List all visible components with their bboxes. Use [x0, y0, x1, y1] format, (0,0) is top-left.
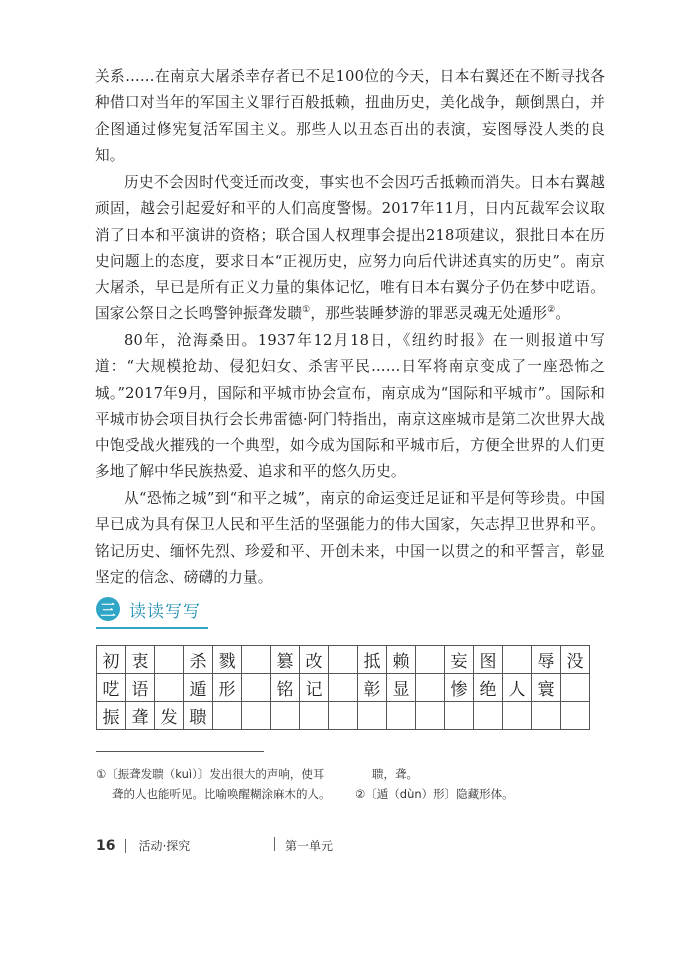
grid-cell[interactable]	[416, 646, 445, 674]
grid-row	[97, 674, 590, 702]
grid-cell[interactable]: 聩	[184, 702, 213, 730]
grid-cell[interactable]	[445, 702, 474, 730]
paragraph-2-text: 历史不会因时代变迁而改变，事实也不会因巧舌抵赖而消失。日本右翼越顽固，越会引起爱好和平的人们高度警惕。2017年11月，日内瓦裁军会议取消了日本和平演讲的资格；联合国人权理事会提出218项建议，狠批日本在历史问题上的态度，要求日本“正视历史，应努力向后代讲述真实的历史”。南京大屠杀，早已是所有正义力量的集体记忆，唯有日本右翼分子仍在梦中呓语。国家公祭日之长鸣警钟振聋发聩	[95, 174, 605, 323]
footer-separator	[125, 839, 126, 853]
grid-cell[interactable]	[503, 646, 532, 674]
grid-cell[interactable]: 显	[387, 674, 416, 702]
grid-cell[interactable]: 遁	[184, 674, 213, 702]
grid-cell[interactable]: 杀	[184, 646, 213, 674]
grid-cell[interactable]: 语	[126, 674, 155, 702]
grid-cell[interactable]: 铭	[271, 674, 300, 702]
grid-cell[interactable]: 赖	[387, 646, 416, 674]
practice-grid	[96, 645, 590, 730]
grid-cell[interactable]: 聋	[126, 702, 155, 730]
section-underline	[96, 627, 208, 629]
grid-cell[interactable]: 抵	[358, 646, 387, 674]
grid-cell[interactable]	[242, 702, 271, 730]
grid-cell[interactable]	[387, 702, 416, 730]
paragraph-2-text-cont: ，那些装睡梦游的罪恶灵魂无处遁形	[310, 305, 548, 323]
grid-cell[interactable]: 绝	[474, 674, 503, 702]
footer-section-label: 活动·探究	[138, 839, 191, 853]
grid-cell[interactable]	[242, 674, 271, 702]
grid-cell[interactable]	[474, 702, 503, 730]
grid-cell[interactable]	[213, 702, 242, 730]
grid-cell[interactable]	[329, 702, 358, 730]
grid-cell[interactable]: 记	[300, 674, 329, 702]
footnote-1: ①〔振聋发聩（kuì）〕发出很大的声响，使耳	[96, 767, 325, 781]
grid-cell[interactable]	[561, 674, 590, 702]
footnote-marker-2[interactable]: ②	[547, 305, 556, 316]
grid-cell[interactable]	[358, 702, 387, 730]
grid-cell[interactable]	[329, 646, 358, 674]
grid-row	[97, 702, 590, 730]
grid-cell[interactable]	[561, 702, 590, 730]
grid-cell[interactable]: 惨	[445, 674, 474, 702]
grid-cell[interactable]: 发	[155, 702, 184, 730]
grid-cell[interactable]: 图	[474, 646, 503, 674]
paragraph-1: 关系……在南京大屠杀幸存者已不足100位的今天，日本右翼还在不断寻找各种借口对当年的军国主义罪行百般抵赖，扭曲历史，美化战争，颠倒黑白，并企图通过修宪复活军国主义。那些人以丑态百出的表演，妄图辱没人类的良知。	[95, 68, 605, 164]
paragraph-2	[95, 170, 605, 328]
footer-unit-label: 第一单元	[285, 839, 334, 853]
footnote-2: ②〔遁（dùn）形〕隐藏形体。	[355, 787, 514, 801]
grid-cell[interactable]: 辱	[532, 646, 561, 674]
grid-cell[interactable]: 彰	[358, 674, 387, 702]
grid-cell[interactable]	[416, 674, 445, 702]
section-number-badge: 三	[96, 597, 120, 621]
grid-cell[interactable]: 戮	[213, 646, 242, 674]
grid-cell[interactable]	[503, 702, 532, 730]
grid-row	[97, 646, 590, 674]
footnote-divider	[96, 751, 264, 752]
grid-cell[interactable]: 呓	[97, 674, 126, 702]
grid-cell[interactable]: 形	[213, 674, 242, 702]
grid-cell[interactable]: 没	[561, 646, 590, 674]
grid-cell[interactable]: 人	[503, 674, 532, 702]
grid-cell[interactable]	[155, 646, 184, 674]
footnote-marker-1[interactable]: ①	[302, 305, 311, 316]
footnote-1-continued: 聋的人也能听见。比喻唤醒糊涂麻木的人。	[112, 787, 331, 801]
grid-cell[interactable]	[242, 646, 271, 674]
grid-cell[interactable]	[416, 702, 445, 730]
grid-cell[interactable]	[532, 702, 561, 730]
grid-cell[interactable]: 寰	[532, 674, 561, 702]
page-footer	[96, 837, 190, 854]
grid-cell[interactable]: 妄	[445, 646, 474, 674]
section-title: 读读写写	[129, 601, 201, 622]
grid-cell[interactable]: 初	[97, 646, 126, 674]
paragraph-2-end: 。	[555, 305, 571, 323]
grid-cell[interactable]	[300, 702, 329, 730]
grid-cell[interactable]	[271, 702, 300, 730]
grid-cell[interactable]	[329, 674, 358, 702]
footer-separator-2	[274, 837, 275, 851]
grid-cell[interactable]: 改	[300, 646, 329, 674]
grid-cell[interactable]: 衷	[126, 646, 155, 674]
paragraph-4: 从“恐怖之城”到“和平之城”，南京的命运变迁足证和平是何等珍贵。中国早已成为具有保卫人民和平生活的坚强能力的伟大国家，矢志捍卫世界和平。铭记历史、缅怀先烈、珍爱和平、开创未来，中国一以贯之的和平誓言，彰显坚定的信念、磅礴的力量。	[95, 490, 605, 586]
section-header	[96, 596, 201, 622]
grid-cell[interactable]: 篡	[271, 646, 300, 674]
grid-cell[interactable]: 振	[97, 702, 126, 730]
grid-cell[interactable]	[155, 674, 184, 702]
page-number: 16	[96, 837, 116, 854]
footnote-1-tail: 聩，聋。	[372, 767, 418, 781]
paragraph-3: 80年，沧海桑田。1937年12月18日，《纽约时报》在一则报道中写道：“大规模抢劫、侵犯妇女、杀害平民……日军将南京变成了一座恐怖之城。”2017年9月，国际和平城市协会宣布，南京成为“国际和平城市”。国际和平城市协会项目执行会长弗雷德·阿门特指出，南京这座城市是第二次世界大战中饱受战火摧残的一个典型，如今成为国际和平城市后，方便全世界的人们更多地了解中华民族热爱、追求和平的悠久历史。	[95, 332, 605, 481]
